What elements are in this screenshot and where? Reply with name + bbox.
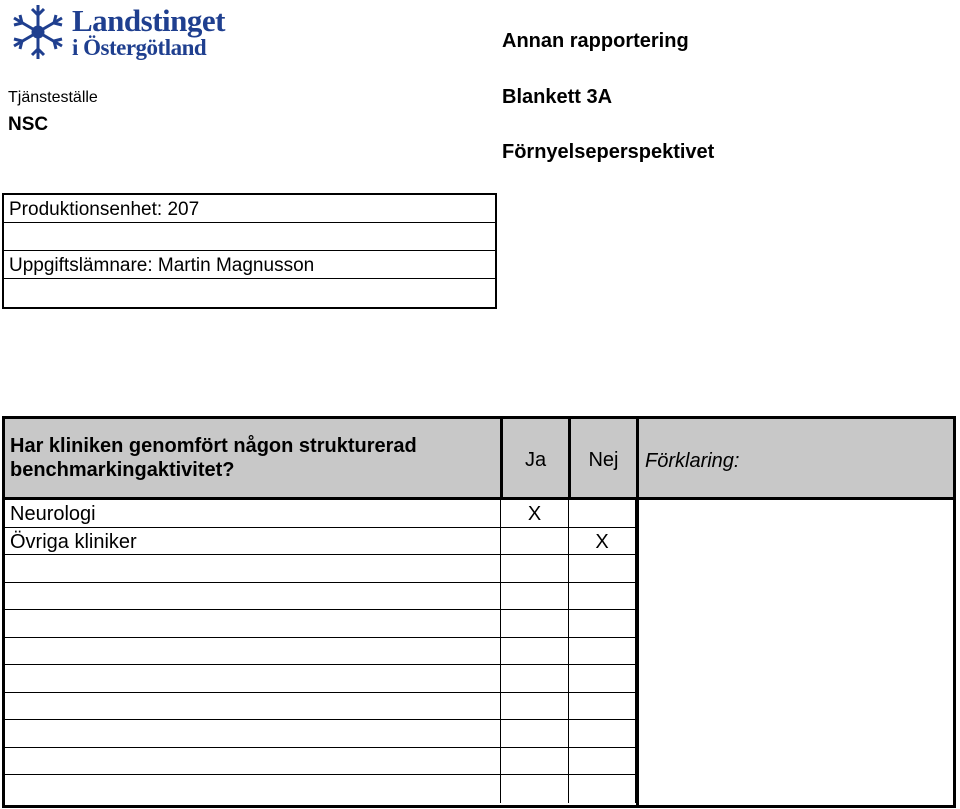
unit-value: NSC bbox=[8, 114, 49, 135]
info-table bbox=[2, 193, 497, 309]
clinic-name-cell[interactable] bbox=[5, 638, 500, 665]
nej-cell[interactable] bbox=[568, 583, 636, 610]
nej-cell[interactable] bbox=[568, 665, 636, 692]
clinic-name-cell[interactable] bbox=[5, 610, 500, 637]
clinic-name-cell[interactable] bbox=[5, 693, 500, 720]
clinic-name-cell[interactable] bbox=[5, 748, 500, 775]
table-row bbox=[5, 528, 636, 556]
clinic-name-cell[interactable] bbox=[5, 775, 500, 803]
benchmarking-table bbox=[2, 416, 956, 808]
clinic-name-cell[interactable] bbox=[5, 583, 500, 610]
report-title: Annan rapportering bbox=[502, 30, 689, 52]
ja-cell[interactable] bbox=[500, 775, 568, 803]
ja-cell[interactable] bbox=[500, 693, 568, 720]
table-row bbox=[5, 555, 636, 583]
clinic-name-cell[interactable] bbox=[5, 720, 500, 747]
table-row bbox=[5, 693, 636, 721]
table-row bbox=[5, 610, 636, 638]
question-header: Har kliniken genomfört någon strukturerad benchmarkingaktivitet? bbox=[10, 435, 417, 481]
perspective-title: Förnyelseperspektivet bbox=[502, 141, 715, 163]
table-row bbox=[5, 775, 636, 803]
nej-cell[interactable] bbox=[568, 720, 636, 747]
explanation-cell[interactable] bbox=[639, 500, 953, 808]
nej-column-header: Nej bbox=[568, 419, 636, 497]
table-row bbox=[5, 583, 636, 611]
nej-cell[interactable]: X bbox=[568, 528, 636, 555]
form-name: Blankett 3A bbox=[502, 86, 613, 108]
ja-cell[interactable] bbox=[500, 748, 568, 775]
production-unit-field[interactable]: Produktionsenhet: 207 bbox=[4, 195, 495, 223]
table-body bbox=[5, 500, 636, 803]
ja-cell[interactable] bbox=[500, 665, 568, 692]
table-header-row bbox=[5, 419, 953, 500]
reporter-field[interactable]: Uppgiftslämnare: Martin Magnusson bbox=[4, 251, 495, 279]
table-row bbox=[5, 720, 636, 748]
ja-cell[interactable] bbox=[500, 610, 568, 637]
ja-cell[interactable] bbox=[500, 528, 568, 555]
explanation-column-header: Förklaring: bbox=[636, 419, 953, 497]
table-row bbox=[5, 665, 636, 693]
table-row bbox=[5, 500, 636, 528]
clinic-name-cell[interactable]: Neurologi bbox=[10, 503, 96, 525]
nej-cell[interactable] bbox=[568, 610, 636, 637]
snowflake-emblem-icon bbox=[8, 3, 68, 61]
nej-cell[interactable] bbox=[568, 748, 636, 775]
ja-cell[interactable] bbox=[500, 555, 568, 582]
unit-label: Tjänsteställe bbox=[8, 89, 98, 106]
logo-text-line1: Landstinget bbox=[72, 3, 225, 38]
ja-cell[interactable] bbox=[500, 583, 568, 610]
ja-cell[interactable] bbox=[500, 720, 568, 747]
info-blank-row[interactable] bbox=[4, 279, 495, 307]
landstinget-logo bbox=[8, 3, 258, 63]
logo-text-line2: i Östergötland bbox=[72, 35, 207, 60]
table-row bbox=[5, 748, 636, 776]
ja-column-header: Ja bbox=[500, 419, 568, 497]
nej-cell[interactable] bbox=[568, 775, 636, 803]
table-row bbox=[5, 638, 636, 666]
nej-cell[interactable] bbox=[568, 500, 636, 527]
nej-cell[interactable] bbox=[568, 555, 636, 582]
info-blank-row[interactable] bbox=[4, 223, 495, 251]
nej-cell[interactable] bbox=[568, 638, 636, 665]
ja-cell[interactable] bbox=[500, 638, 568, 665]
clinic-name-cell[interactable] bbox=[5, 665, 500, 692]
clinic-name-cell[interactable]: Övriga kliniker bbox=[10, 530, 137, 553]
ja-cell[interactable]: X bbox=[500, 500, 568, 527]
nej-cell[interactable] bbox=[568, 693, 636, 720]
clinic-name-cell[interactable] bbox=[5, 555, 500, 582]
